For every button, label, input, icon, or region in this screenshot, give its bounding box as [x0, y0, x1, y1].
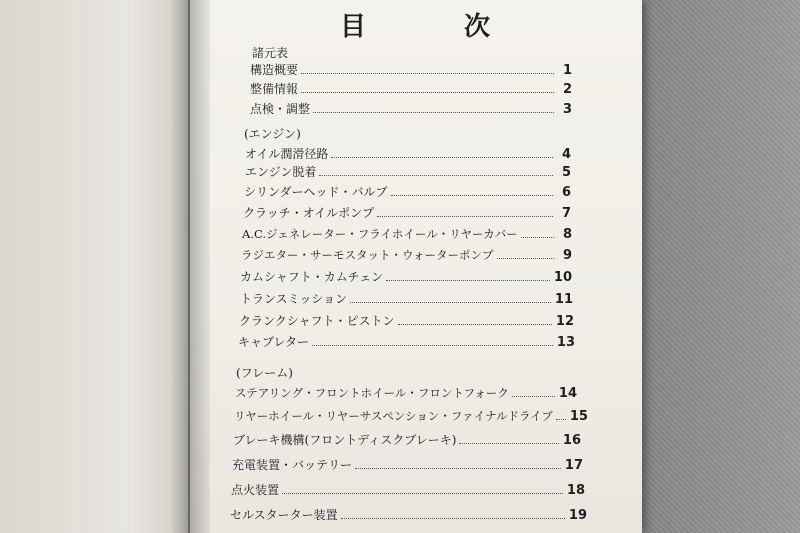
toc-page-number: 2: [562, 82, 572, 97]
toc-label: ステアリング・フロントホイール・フロントフォーク: [235, 386, 509, 400]
toc-label: カムシャフト・カムチェン: [240, 270, 384, 284]
toc-label: キャブレター: [238, 335, 310, 349]
toc-row: [235, 381, 577, 401]
toc-page-number: 13: [556, 335, 575, 350]
toc-label: クランクシャフト・ピストン: [239, 314, 395, 328]
toc-page-number: 14: [558, 386, 577, 401]
leader-dots: [350, 302, 551, 303]
toc-label: トランスミッション: [240, 292, 348, 306]
toc-page-number: 12: [555, 314, 574, 329]
toc-page-number: 16: [562, 433, 581, 448]
engine-section-label: (エンジン): [244, 127, 301, 141]
leader-dots: [521, 237, 554, 238]
page-title: [340, 6, 490, 43]
leader-dots: [341, 518, 565, 519]
toc-row: [240, 265, 572, 285]
toc-page-number: 10: [553, 270, 572, 285]
leader-dots: [282, 493, 563, 494]
leader-dots: [556, 419, 566, 420]
toc-label: 整備情報: [250, 82, 299, 96]
title-char-2: 次: [463, 12, 490, 42]
toc-label: ブレーキ機構(フロントディスクブレーキ): [233, 433, 457, 447]
toc-page-number: 5: [561, 165, 571, 180]
leader-dots: [355, 468, 561, 469]
leader-dots: [301, 92, 554, 93]
toc-page-number: 9: [562, 248, 572, 263]
left-page: [0, 0, 188, 533]
toc-page-number: 3: [562, 102, 572, 117]
toc-row: [240, 287, 573, 307]
toc-label: セルスターター装置: [230, 508, 338, 522]
toc-page-number: 4: [561, 147, 571, 162]
toc-label: クラッチ・オイルポンプ: [243, 206, 375, 220]
toc-label: リヤーホイール・リヤーサスペンション・ファイナルドライブ: [234, 409, 553, 423]
toc-page-number: 1: [562, 63, 572, 78]
leader-dots: [331, 157, 553, 158]
toc-row: [238, 330, 575, 350]
toc-row: [250, 77, 572, 97]
leader-dots: [377, 216, 553, 217]
toc-page-number: 7: [561, 206, 571, 221]
toc-row: [231, 478, 585, 498]
toc-row: [250, 58, 572, 78]
leader-dots: [313, 112, 554, 113]
leader-dots: [459, 443, 558, 444]
toc-page-number: 19: [568, 508, 587, 523]
title-char-1: 目: [340, 12, 367, 42]
leader-dots: [512, 396, 555, 397]
toc-row: [239, 309, 574, 329]
toc-label: 充電装置・バッテリー: [232, 458, 353, 472]
toc-page-number: 8: [562, 227, 572, 242]
toc-label: 点検・調整: [250, 102, 311, 116]
toc-row: [242, 222, 572, 242]
toc-row: [245, 142, 571, 162]
toc-row: [230, 503, 587, 523]
frame-section-label: (フレーム): [236, 366, 293, 380]
toc-label: A.C.ジェネレーター・フライホイール・リヤーカバー: [242, 227, 518, 241]
toc-row: [232, 453, 583, 473]
toc-page-number: 17: [564, 458, 583, 473]
toc-label: シリンダーヘッド・バルブ: [244, 185, 388, 199]
leader-dots: [319, 175, 553, 176]
binding-shadow: [170, 0, 210, 533]
toc-label: エンジン脱着: [245, 165, 317, 179]
toc-label: 点火装置: [231, 483, 280, 497]
toc-row: [243, 201, 571, 221]
toc-page-number: 18: [566, 483, 585, 498]
toc-page-number: 15: [569, 409, 588, 424]
leader-dots: [497, 258, 554, 259]
toc-label: 構造概要: [250, 63, 299, 77]
toc-row: [245, 160, 571, 180]
toc-row: [234, 404, 588, 424]
toc-label: オイル潤滑径路: [245, 147, 329, 161]
leader-dots: [312, 345, 553, 346]
leader-dots: [386, 280, 550, 281]
toc-page-number: 6: [561, 185, 571, 200]
leader-dots: [391, 195, 553, 196]
toc-row: [244, 180, 571, 200]
toc-label: ラジエター・サーモスタット・ウォーターポンプ: [241, 248, 494, 262]
leader-dots: [398, 324, 552, 325]
toc-row: [241, 243, 572, 263]
toc-page-number: 11: [554, 292, 573, 307]
leader-dots: [301, 73, 554, 74]
toc-row: [233, 428, 581, 448]
spec-table-label: 諸元表: [252, 46, 289, 60]
toc-row: [250, 97, 572, 117]
